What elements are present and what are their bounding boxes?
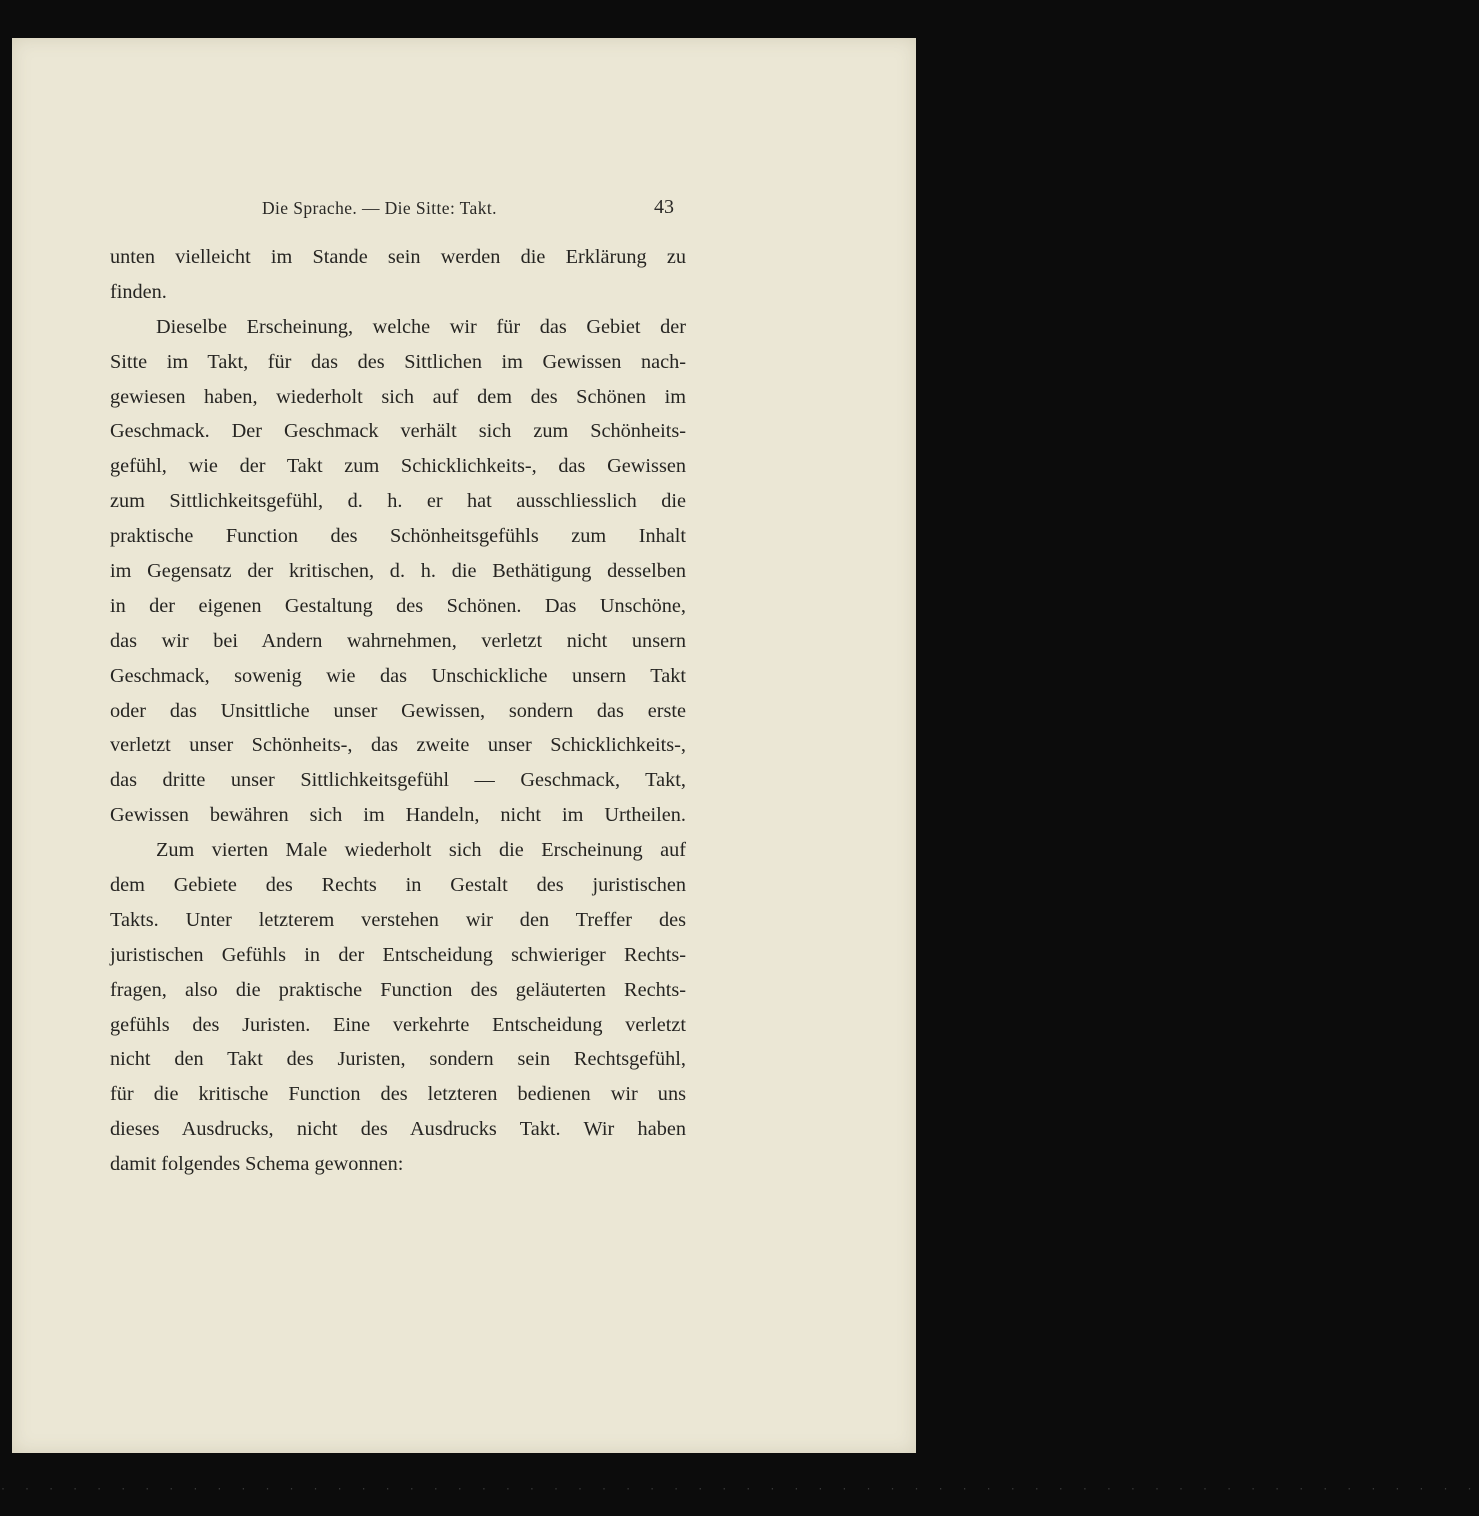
text-line: dem Gebiete des Rechts in Gestalt des juristischen <box>110 874 686 897</box>
text-line: für die kritische Function des letzteren bedienen wir uns <box>110 1083 686 1106</box>
scan-edge-marks: · · · · · · · · · · · · · · · · · · · · · · · · · · · · · · · · · · · · · · · · · · · · · · · · · · · · · · · · · · · · · · <box>0 1484 1479 1495</box>
text-line: im Gegensatz der kritischen, d. h. die Bethätigung desselben <box>110 560 686 583</box>
text-line: in der eigenen Gestaltung des Schönen. Das Unschöne, <box>110 594 686 617</box>
text-line: Geschmack, sowenig wie das Unschickliche unsern Takt <box>110 664 686 687</box>
text-line: Dieselbe Erscheinung, welche wir für das Gebiet der <box>156 315 686 338</box>
text-line: damit folgendes Schema gewonnen: <box>110 1153 404 1176</box>
text-line: gefühls des Juristen. Eine verkehrte Entscheidung verletzt <box>110 1013 686 1036</box>
text-line: das dritte unser Sittlichkeitsgefühl — Geschmack, Takt, <box>110 769 686 792</box>
page-header <box>12 196 916 226</box>
text-line: unten vielleicht im Stande sein werden die Erklärung zu <box>110 246 686 268</box>
text-line: juristischen Gefühls in der Entscheidung schwieriger Rechts- <box>110 943 686 966</box>
text-line: Sitte im Takt, für das des Sittlichen im Gewissen nach- <box>110 350 686 373</box>
text-line: dieses Ausdrucks, nicht des Ausdrucks Takt. Wir haben <box>110 1118 686 1141</box>
body-text <box>110 240 686 1182</box>
book-page <box>12 38 916 1453</box>
text-line: praktische Function des Schönheitsgefühls zum Inhalt <box>110 525 686 548</box>
text-line: gefühl, wie der Takt zum Schicklichkeits-, das Gewissen <box>110 455 686 478</box>
text-line: Zum vierten Male wiederholt sich die Erscheinung auf <box>156 839 686 862</box>
text-line: gewiesen haben, wiederholt sich auf dem des Schönen im <box>110 385 686 408</box>
text-line: oder das Unsittliche unser Gewissen, sondern das erste <box>110 699 686 722</box>
running-head: Die Sprache. — Die Sitte: Takt. <box>262 198 497 218</box>
text-line: verletzt unser Schönheits-, das zweite unser Schicklichkeits-, <box>110 734 686 757</box>
text-line: nicht den Takt des Juristen, sondern sein Rechtsgefühl, <box>110 1048 686 1071</box>
text-line: Takts. Unter letzterem verstehen wir den Treffer des <box>110 908 686 931</box>
text-line: Gewissen bewähren sich im Handeln, nicht im Urtheilen. <box>110 804 686 827</box>
text-line: finden. <box>110 280 167 303</box>
text-line: Geschmack. Der Geschmack verhält sich zum Schönheits- <box>110 420 686 443</box>
text-line: das wir bei Andern wahrnehmen, verletzt nicht unsern <box>110 629 686 652</box>
page-number: 43 <box>654 196 674 218</box>
text-line: fragen, also die praktische Function des geläuterten Rechts- <box>110 978 686 1001</box>
text-line: zum Sittlichkeitsgefühl, d. h. er hat ausschliesslich die <box>110 490 686 513</box>
